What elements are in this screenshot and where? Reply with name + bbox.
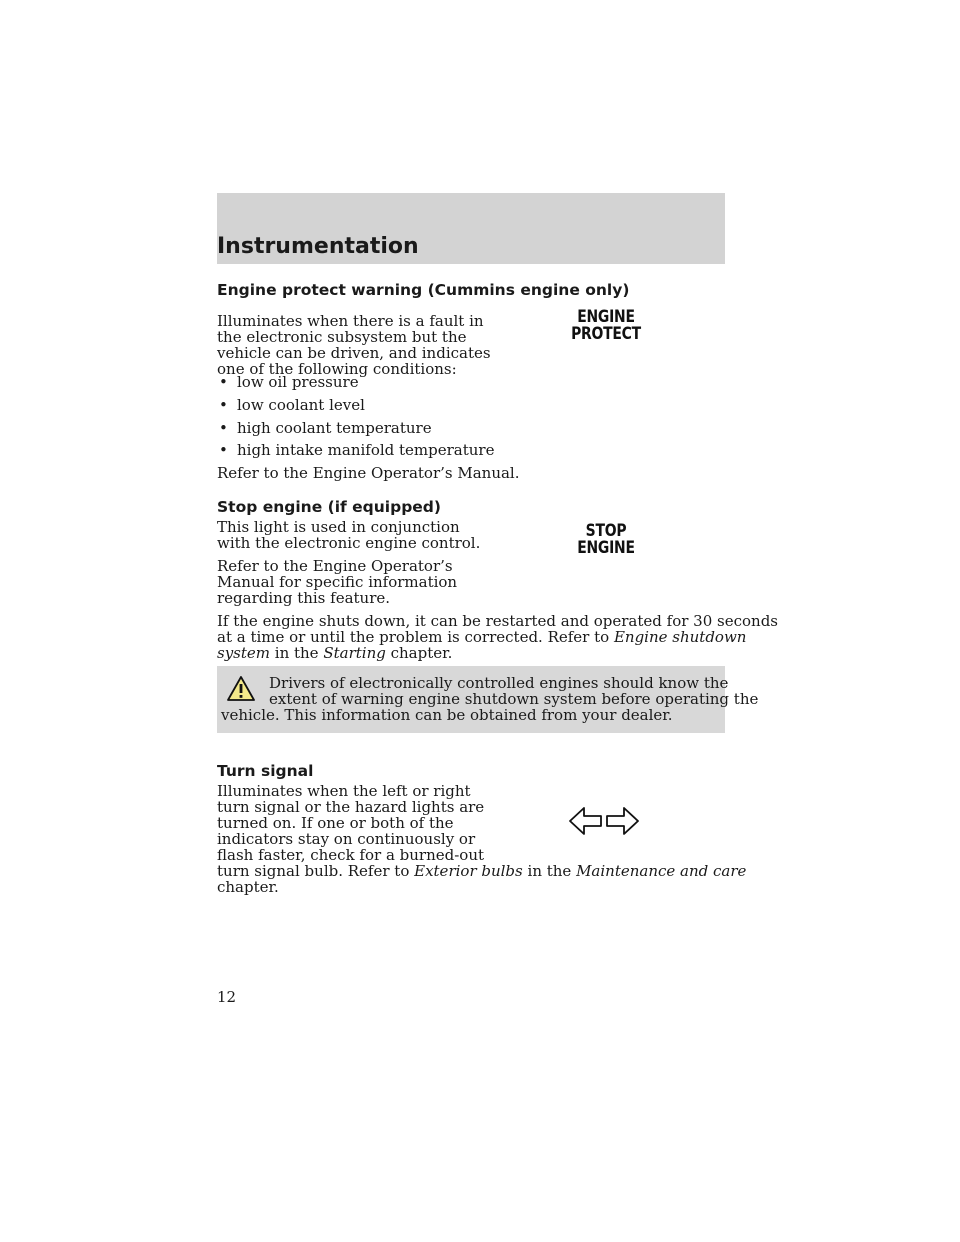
turn-signal-line-2: turn signal or the hazard lights are	[217, 798, 485, 816]
turn-signal-line-7: chapter.	[217, 878, 279, 896]
engine-protect-intro-line-4: one of the following conditions:	[217, 360, 457, 378]
turn-signal-line-4: indicators stay on continuously or	[217, 830, 476, 848]
stop-engine-p3-line-1: If the engine shuts down, it can be restarted and operated for 30 seconds	[217, 612, 778, 630]
stop-engine-p2-line-2: Manual for specific information	[217, 573, 458, 591]
engine-protect-intro-line-3: vehicle can be driven, and indicates	[217, 344, 491, 362]
bullet-icon: •	[219, 373, 228, 391]
stop-engine-indicator-line-1: STOP	[585, 521, 627, 541]
engine-protect-refer: Refer to the Engine Operator’s Manual.	[217, 464, 520, 482]
turn-signal-arrows-icon	[568, 805, 640, 837]
turn-signal-line-6	[217, 863, 746, 880]
section-title: Instrumentation	[217, 234, 419, 259]
p3-text: in the	[270, 644, 324, 662]
stop-engine-heading: Stop engine (if equipped)	[217, 498, 441, 516]
turn-signal-heading: Turn signal	[217, 762, 314, 780]
stop-engine-p1-line-1: This light is used in conjunction	[217, 518, 460, 536]
exterior-bulbs-ref: Exterior bulbs	[414, 862, 523, 880]
turn-text: in the	[522, 862, 577, 880]
engine-protect-heading: Engine protect warning (Cummins engine only)	[217, 281, 630, 299]
p3-text: chapter.	[385, 644, 453, 662]
turn-signal-line-3: turned on. If one or both of the	[217, 814, 454, 832]
warning-line-2: extent of warning engine shutdown system before operating the	[269, 690, 759, 708]
starting-chapter-ref: Starting	[323, 644, 386, 662]
page-number: 12	[217, 988, 237, 1006]
engine-protect-indicator-icon	[565, 309, 647, 343]
bullet-icon: •	[219, 441, 228, 459]
stop-engine-p2-line-3: regarding this feature.	[217, 589, 391, 607]
condition-text: high coolant temperature	[237, 419, 432, 437]
engine-protect-indicator-line-1: ENGINE	[577, 307, 635, 327]
bullet-icon: •	[219, 396, 228, 414]
engine-protect-indicator-line-2: PROTECT	[571, 324, 641, 344]
stop-engine-p2-line-1: Refer to the Engine Operator’s	[217, 557, 453, 575]
engine-protect-intro-line-2: the electronic subsystem but the	[217, 328, 467, 346]
turn-text: turn signal bulb. Refer to	[217, 862, 415, 880]
stop-engine-indicator-icon	[565, 523, 647, 557]
condition-text: low coolant level	[237, 396, 365, 414]
turn-signal-line-1: Illuminates when the left or right	[217, 782, 471, 800]
warning-line-1: Drivers of electronically controlled engines should know the	[269, 674, 729, 692]
warning-triangle-icon	[226, 675, 256, 702]
stop-engine-p1-line-2: with the electronic engine control.	[217, 534, 481, 552]
p3-text: at a time or until the problem is corrected. Refer to	[217, 628, 614, 646]
condition-text: low oil pressure	[237, 373, 359, 391]
engine-shutdown-ref: Engine shutdown	[613, 628, 747, 646]
stop-engine-indicator-line-2: ENGINE	[577, 538, 635, 558]
system-ref: system	[217, 644, 270, 662]
warning-line-3: vehicle. This information can be obtained from your dealer.	[221, 706, 673, 724]
stop-engine-p3-line-3	[217, 645, 452, 662]
maintenance-chapter-ref: Maintenance and care	[576, 862, 747, 880]
condition-text: high intake manifold temperature	[237, 441, 495, 459]
engine-protect-intro-line-1: Illuminates when there is a fault in	[217, 312, 484, 330]
turn-signal-line-5: flash faster, check for a burned-out	[217, 846, 485, 864]
bullet-icon: •	[219, 419, 228, 437]
